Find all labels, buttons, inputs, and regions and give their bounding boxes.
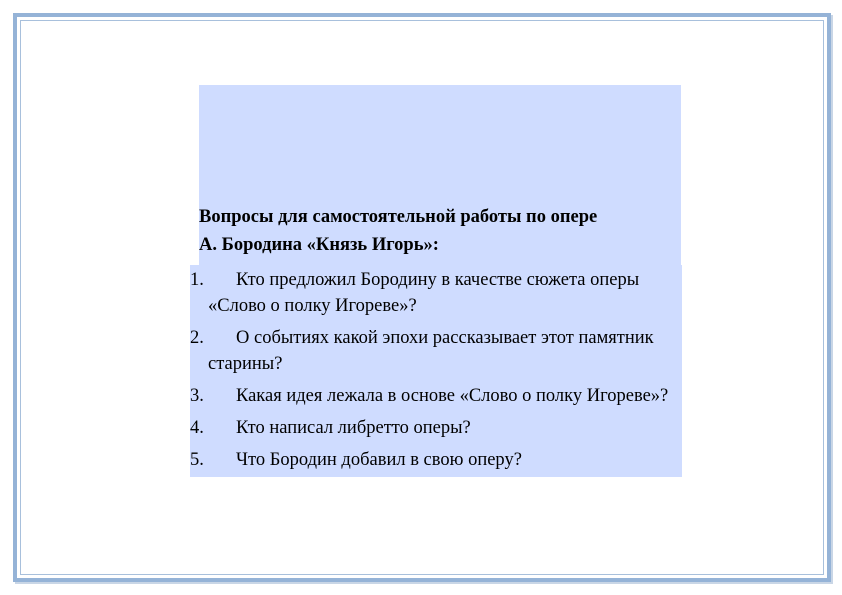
list-item-text: Какая идея лежала в основе «Слово о полку Игореве»? [236,386,669,406]
heading-line-1: Вопросы для самостоятельной работы по опере [199,207,598,227]
list-item [190,265,682,323]
list-item [190,413,682,445]
text-box[interactable] [190,85,682,477]
heading-line-2: А. Бородина «Князь Игорь»: [199,235,439,255]
list-item [190,323,682,381]
list-item-text: Что Бородин добавил в свою оперу? [236,450,522,470]
list-item [190,445,682,477]
list-item-number: 5. [190,450,204,470]
list-item-text: Кто написал либретто оперы? [236,418,471,438]
list-item [190,381,682,413]
list-item-number: 4. [190,418,204,438]
heading [199,203,681,265]
list-item-text: О событиях какой эпохи рассказывает этот памятник старины? [208,328,654,374]
highlight-spacer [199,85,681,203]
list-item-number: 3. [190,386,204,406]
list-item-number: 2. [190,328,204,348]
list-item-number: 1. [190,270,204,290]
list-item-text: Кто предложил Бородину в качестве сюжета оперы «Слово о полку Игореве»? [208,270,640,316]
question-list [190,265,682,477]
